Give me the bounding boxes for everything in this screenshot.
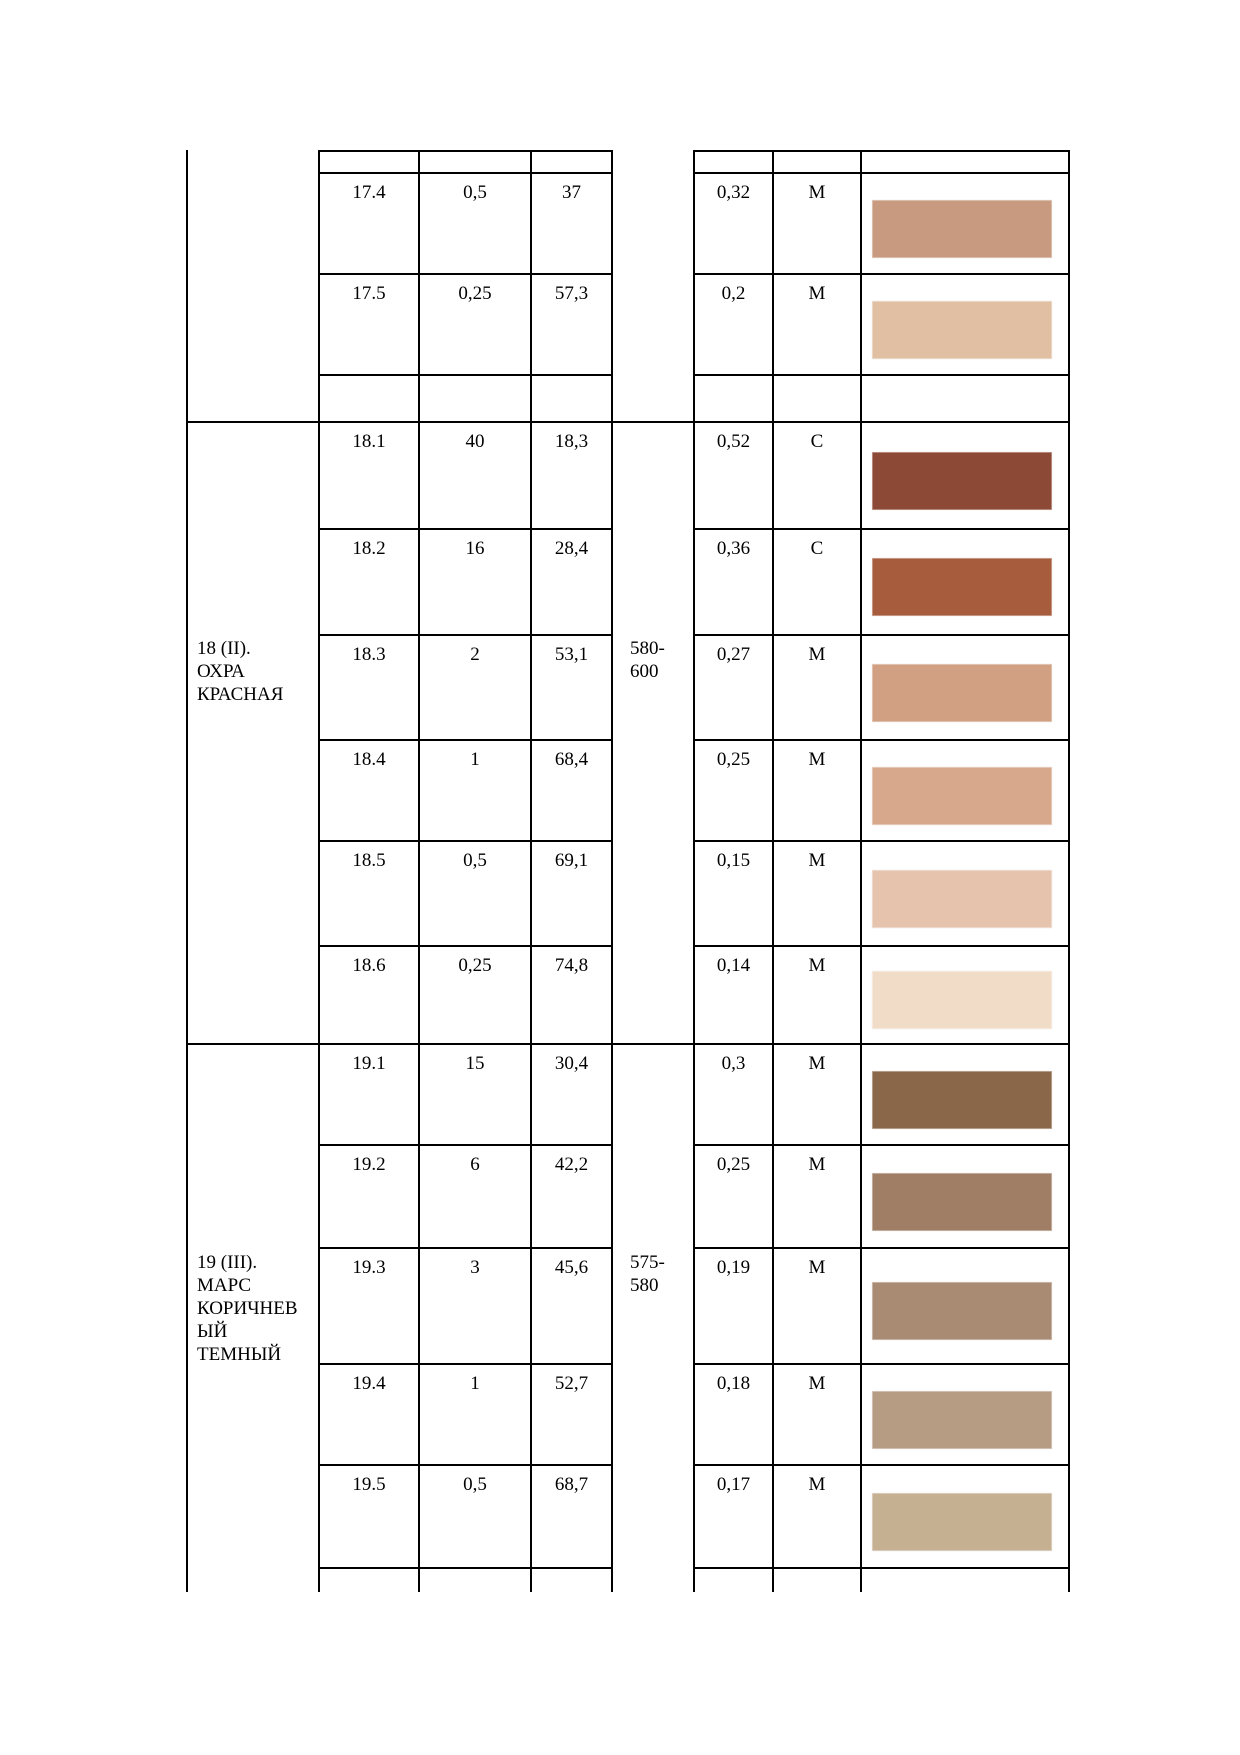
sample-code: 19.3 — [352, 1257, 386, 1278]
value-a: 3 — [470, 1257, 480, 1278]
value-a: 0,5 — [463, 850, 487, 871]
value-a: 1 — [470, 1373, 480, 1394]
row-divider — [318, 634, 613, 636]
value-a: 2 — [470, 644, 480, 665]
color-swatch — [872, 301, 1052, 359]
value-c: 0,52 — [716, 431, 751, 452]
sample-code: 19.4 — [352, 1373, 386, 1394]
value-c: 0,19 — [716, 1257, 751, 1278]
row-divider — [693, 739, 1070, 741]
grade-letter: М — [808, 1053, 826, 1074]
color-swatch — [872, 767, 1052, 825]
sample-code: 18.5 — [352, 850, 386, 871]
sample-code: 18.6 — [352, 955, 386, 976]
value-c: 0,15 — [716, 850, 751, 871]
value-a: 40 — [465, 431, 485, 452]
value-c: 0,14 — [716, 955, 751, 976]
value-b: 45,6 — [554, 1257, 589, 1278]
sample-code: 18.1 — [352, 431, 386, 452]
row-divider — [318, 1247, 613, 1249]
value-a: 15 — [465, 1053, 485, 1074]
table-left-border — [186, 150, 188, 1592]
value-a: 1 — [470, 749, 480, 770]
wavelength-range: 575- 580 — [630, 1252, 665, 1296]
column-divider — [1068, 150, 1070, 1592]
row-divider — [318, 1464, 613, 1466]
wavelength-range: 580- 600 — [630, 638, 665, 682]
value-c: 0,25 — [716, 1154, 751, 1175]
value-a: 0,25 — [458, 955, 492, 976]
group-divider — [186, 421, 1070, 423]
grade-letter: М — [808, 182, 826, 203]
sample-code: 19.1 — [352, 1053, 386, 1074]
row-divider — [318, 945, 613, 947]
grade-letter: М — [808, 1474, 826, 1495]
value-b: 52,7 — [554, 1373, 589, 1394]
color-swatch — [872, 1282, 1052, 1340]
row-divider — [693, 840, 1070, 842]
sample-code: 19.5 — [352, 1474, 386, 1495]
value-c: 0,2 — [721, 283, 746, 304]
value-b: 57,3 — [554, 283, 589, 304]
row-divider — [693, 945, 1070, 947]
value-c: 0,18 — [716, 1373, 751, 1394]
color-swatch — [872, 200, 1052, 258]
grade-letter: С — [810, 538, 824, 559]
grade-letter: М — [808, 1257, 826, 1278]
sample-code: 17.4 — [352, 182, 386, 203]
color-swatch — [872, 1493, 1052, 1551]
grade-letter: М — [808, 283, 826, 304]
row-divider — [693, 1464, 1070, 1466]
value-c: 0,17 — [716, 1474, 751, 1495]
grade-letter: М — [808, 1154, 826, 1175]
value-b: 68,4 — [554, 749, 589, 770]
value-a: 16 — [465, 538, 485, 559]
value-c: 0,36 — [716, 538, 751, 559]
grade-letter: М — [808, 850, 826, 871]
color-swatch — [872, 870, 1052, 928]
row-divider — [318, 374, 613, 376]
grade-letter: С — [810, 431, 824, 452]
row-divider — [318, 1363, 613, 1365]
value-a: 6 — [470, 1154, 480, 1175]
value-c: 0,3 — [721, 1053, 746, 1074]
row-divider — [693, 1144, 1070, 1146]
row-divider — [318, 273, 613, 275]
color-swatch — [872, 1391, 1052, 1449]
value-a: 0,5 — [463, 1474, 487, 1495]
sample-code: 18.3 — [352, 644, 386, 665]
color-swatch — [872, 1173, 1052, 1231]
color-swatch — [872, 664, 1052, 722]
value-c: 0,32 — [716, 182, 751, 203]
row-divider — [693, 528, 1070, 530]
value-b: 74,8 — [554, 955, 589, 976]
color-swatch — [872, 971, 1052, 1029]
row-divider — [318, 739, 613, 741]
sample-code: 18.2 — [352, 538, 386, 559]
value-b: 18,3 — [554, 431, 589, 452]
column-divider — [860, 150, 862, 1592]
value-b: 37 — [562, 182, 581, 203]
value-b: 42,2 — [554, 1154, 589, 1175]
row-divider — [318, 528, 613, 530]
sample-code: 17.5 — [352, 283, 386, 304]
column-divider — [611, 150, 613, 1592]
grade-letter: М — [808, 955, 826, 976]
group-label: 18 (II). ОХРА КРАСНАЯ — [197, 638, 284, 705]
grade-letter: М — [808, 749, 826, 770]
value-a: 0,5 — [463, 182, 487, 203]
value-b: 53,1 — [554, 644, 589, 665]
row-divider — [318, 840, 613, 842]
row-divider — [318, 1144, 613, 1146]
value-a: 0,25 — [458, 283, 492, 304]
value-b: 28,4 — [554, 538, 589, 559]
row-divider — [318, 1567, 613, 1569]
grade-letter: М — [808, 1373, 826, 1394]
row-divider — [693, 1567, 1070, 1569]
grade-letter: М — [808, 644, 826, 665]
row-divider — [693, 150, 1070, 152]
color-swatch — [872, 1071, 1052, 1129]
value-b: 68,7 — [554, 1474, 589, 1495]
value-c: 0,25 — [716, 749, 751, 770]
value-b: 69,1 — [554, 850, 589, 871]
group-divider — [186, 1043, 1070, 1045]
row-divider — [693, 374, 1070, 376]
sample-code: 19.2 — [352, 1154, 386, 1175]
row-divider — [693, 634, 1070, 636]
value-b: 30,4 — [554, 1053, 589, 1074]
color-swatch — [872, 452, 1052, 510]
group-label: 19 (III). МАРС КОРИЧНЕВ ЫЙ ТЕМНЫЙ — [197, 1252, 298, 1365]
row-divider — [693, 172, 1070, 174]
row-divider — [693, 273, 1070, 275]
row-divider — [318, 172, 613, 174]
row-divider — [693, 1247, 1070, 1249]
value-c: 0,27 — [716, 644, 751, 665]
row-divider — [693, 1363, 1070, 1365]
color-swatch — [872, 558, 1052, 616]
row-divider — [318, 150, 613, 152]
sample-code: 18.4 — [352, 749, 386, 770]
